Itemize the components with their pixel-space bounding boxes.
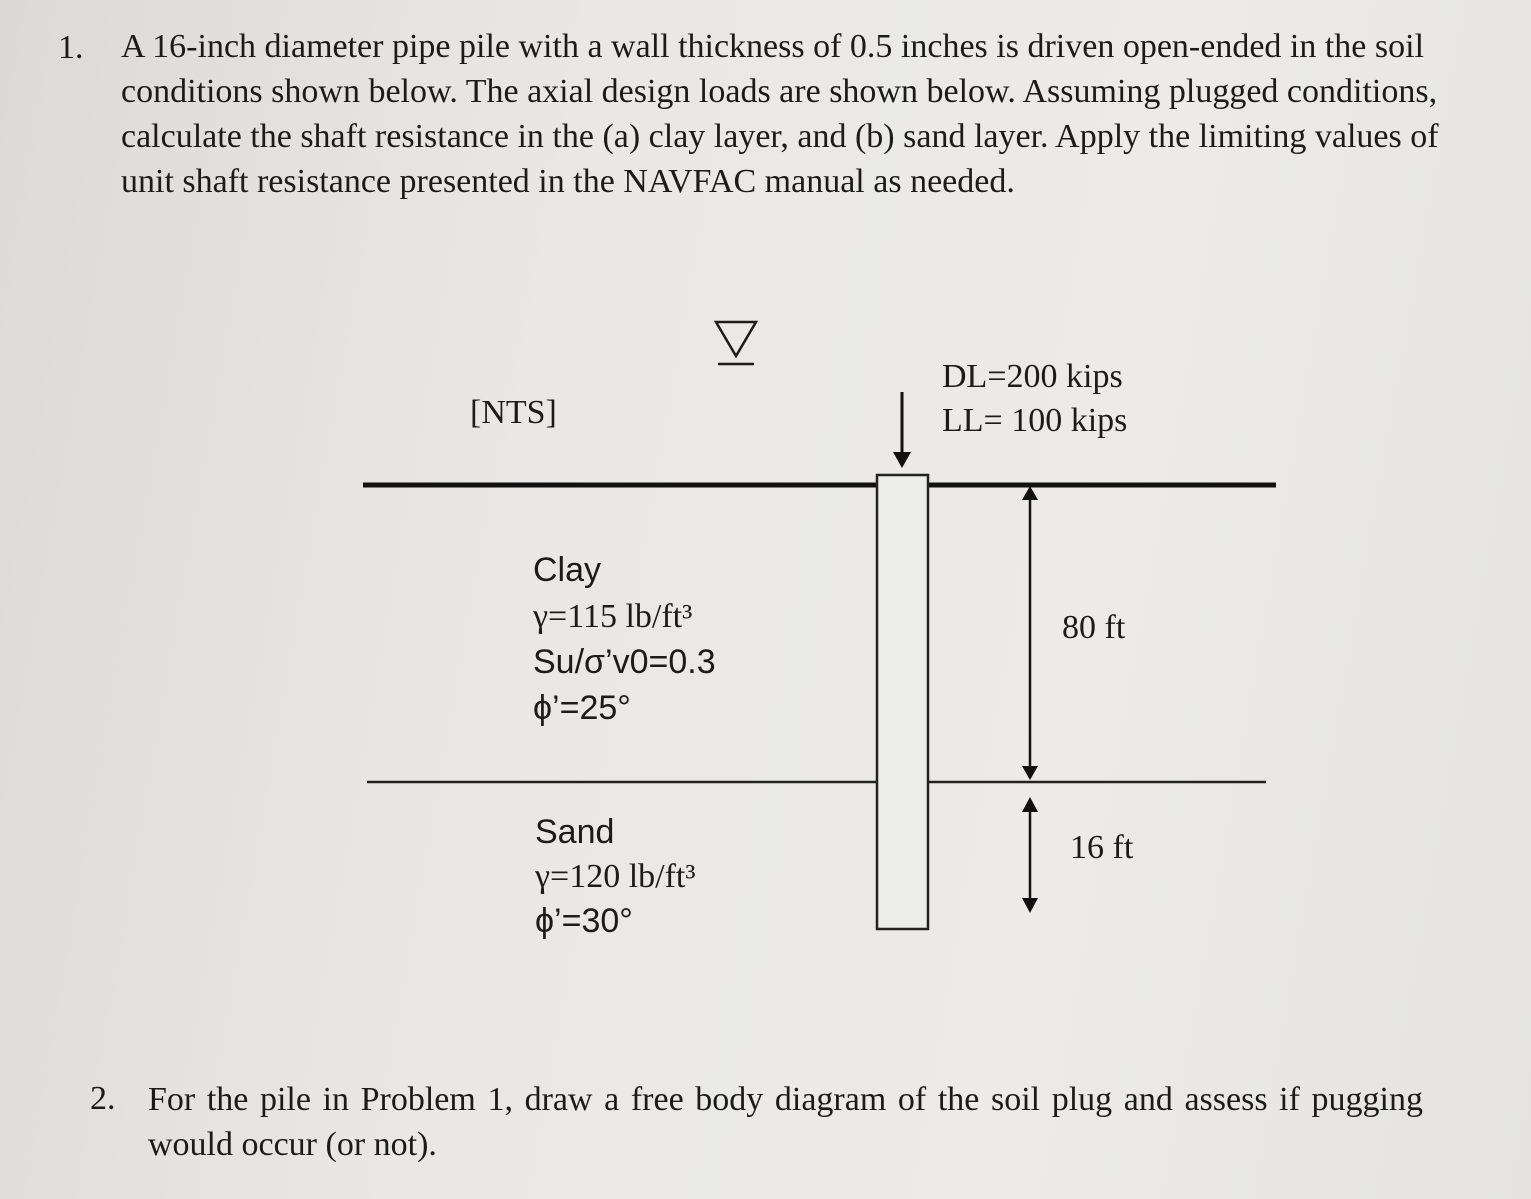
clay-thickness-label: 80 ft — [1062, 609, 1126, 646]
dead-load-label: DL=200 kips — [942, 358, 1123, 395]
water-table-icon — [716, 322, 756, 364]
dimension-arrow-80ft — [1022, 486, 1038, 780]
sand-friction-angle: ϕ’=30° — [535, 902, 633, 940]
problem-1-number: 1. — [58, 29, 84, 66]
problem-2-number: 2. — [90, 1080, 116, 1117]
problem-2-text: For the pile in Problem 1, draw a free body diagram of the soil plug and assess if pugging would occur (or not). — [148, 1081, 1423, 1163]
sand-unit-weight: γ=120 lb/ft³ — [535, 858, 696, 895]
clay-layer-name: Clay — [533, 551, 602, 589]
clay-unit-weight: γ=115 lb/ft³ — [533, 598, 693, 635]
pipe-pile — [877, 475, 928, 929]
live-load-label: LL= 100 kips — [942, 402, 1128, 439]
load-arrow-icon — [893, 392, 911, 468]
sand-embedment-label: 16 ft — [1070, 829, 1134, 866]
nts-label: [NTS] — [470, 394, 557, 431]
sand-layer-name: Sand — [535, 813, 615, 851]
clay-friction-angle: ϕ’=25° — [533, 689, 631, 727]
dimension-arrow-16ft — [1022, 797, 1038, 913]
problem-1-text: A 16-inch diameter pipe pile with a wall thickness of 0.5 inches is driven open-ended in the soil conditions shown below. The axial design loads are shown below. Assuming plugged conditions, calculate the shaft resistance in the (a) clay layer, and (b) sand layer. Apply the limiting values of unit shaft resistance presented in the NAVFAC manual as needed. — [121, 28, 1439, 200]
clay-su-ratio: Su/σ’v0=0.3 — [533, 643, 716, 681]
